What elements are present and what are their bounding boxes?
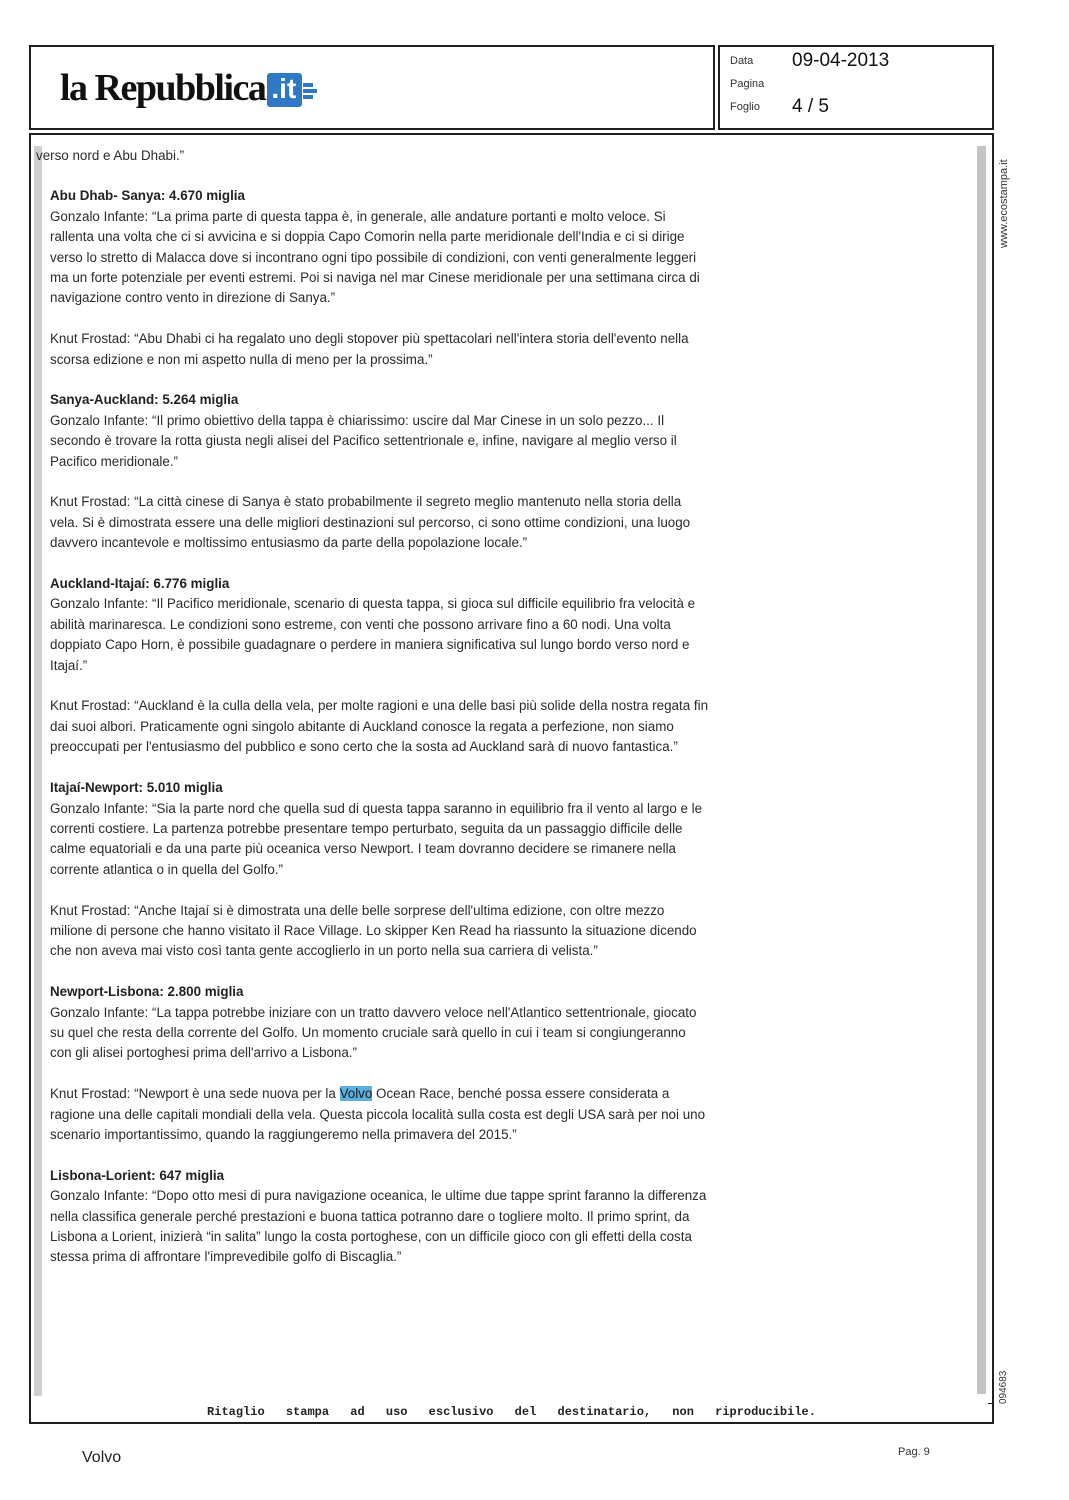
section-heading: Itajaí-Newport: 5.010 miglia [50, 780, 223, 796]
infante-quote: Gonzalo Infante: “Dopo otto mesi di pura navigazione oceanica, le ultime due tappe sprint faranno la differenza nella classifica generale perché prestazioni e buona tattica potranno dare o togliere molto. Il primo sprint, da Lisbona a Lorient, inizierà “in salita” lungo la costa portoghese, con un difficile gioco con gli effetti della costa stessa prima di affrontare l'imprevedibile golfo di Biscaglia.” [50, 1188, 707, 1265]
ecostampa-website: www.ecostampa.it [998, 159, 1010, 248]
section-heading: Abu Dhab- Sanya: 4.670 miglia [50, 188, 245, 204]
page-number: Pag. 9 [898, 1446, 930, 1458]
section-heading: Auckland-Itajaí: 6.776 miglia [50, 576, 230, 592]
section-heading: Lisbona-Lorient: 647 miglia [50, 1167, 225, 1183]
frostad-quote: Knut Frostad: “Anche Itajaí si è dimostrata una delle belle sorprese dell'ultima edizione, con oltre mezzo milione di persone che hanno visitato il Race Village. Lo skipper Ken Read ha riassunto la situazione dicendo che non aveva mai visto così tanta gente accoglierlo in un porto nella sua carriera di velista.” [50, 902, 697, 959]
keyword-label: Volvo [82, 1449, 122, 1466]
foglio-label: Foglio [730, 101, 760, 113]
frostad-quote: Knut Frostad: “Abu Dhabi ci ha regalato uno degli stopover più spettacolari nell'intera storia dell'evento nella scorsa edizione e non mi aspetto nulla di meno per la prossima.” [50, 331, 689, 367]
frostad-quote: Knut Frostad: “Auckland è la culla della vela, per molte ragioni e una delle basi più solide della nostra regata fin dai suoi albori. Praticamente ogni singolo abitante di Auckland conosce la regata a perfezione, non siamo preoccupati per l'entusiasmo del pubblico e sono certo che la sosta ad Auckland sarà di nuovo fantastica.” [50, 698, 709, 755]
infante-quote: Gonzalo Infante: “La prima parte di questa tappa è, in generale, alle andature portanti e molto veloce. Si rallenta una volta che ci si avvicina e si doppia Capo Comorin nella parte meridionale dell'India e ci si dirige verso lo stretto di Malacca dove si incontrano ogni tipo possibile di condizioni, con venti generalmente leggeri ma un forte potenziale per eventi estremi. Poi si naviga nel mar Cinese meridionale per una settimana circa di navigazione contro vento in direzione di Sanya.” [50, 208, 700, 306]
article-lead: verso nord e Abu Dhabi.” [36, 148, 185, 163]
article-body [36, 146, 710, 1268]
clipping-code: 094683 [998, 1370, 1009, 1404]
right-margin-bar [977, 146, 986, 1394]
section-heading: Newport-Lisbona: 2.800 miglia [50, 984, 244, 1000]
frostad-quote-end: Ocean Race, benché possa essere considerata a ragione una delle capitali mondiali della vela. Questa piccola località sulla costa est degli USA sarà per noi uno scenario importantissimo, quando la raggiungeremo nella primavera del 2015.” [50, 1086, 706, 1142]
data-value: 09-04-2013 [792, 50, 890, 71]
data-label: Data [730, 55, 754, 67]
infante-quote: Gonzalo Infante: “Sia la parte nord che quella sud di questa tappa saranno in equilibrio fra il vento al largo e le correnti costiere. La partenza potrebbe presentare tempo perturbato, seguita da un passaggio difficile delle calme equatoriali e da una parte più oceanica verso Newport. I team dovranno decidere se rimanere nella corrente atlantica o in quella del Golfo.” [50, 800, 703, 877]
logo-suffix: .it [267, 73, 302, 107]
disclaimer-text: Ritaglio stampa ad uso esclusivo del destinatario, non riproducibile. [207, 1405, 816, 1419]
section-heading: Sanya-Auckland: 5.264 miglia [50, 392, 239, 408]
infante-quote: Gonzalo Infante: “Il Pacifico meridionale, scenario di questa tappa, si gioca sul difficile equilibrio fra velocità e abilità marinaresca. Le condizioni sono estreme, con venti che possono arrivare fino a 60 nodi. Una volta doppiato Capo Horn, è possibile guadagnare o perdere in maniera significativa sul lungo bordo verso nord e Itajaí.” [50, 596, 696, 673]
frostad-quote-start: Knut Frostad: “Newport è una sede nuova per la [50, 1086, 340, 1102]
foglio-value: 4 / 5 [792, 96, 829, 117]
pagina-label: Pagina [730, 78, 765, 90]
frostad-quote [50, 1084, 710, 1145]
newspaper-logo [60, 66, 317, 110]
divider-tick [988, 1403, 994, 1404]
logo-stripes-icon [303, 81, 317, 101]
left-margin-bar [34, 146, 42, 1396]
infante-quote: Gonzalo Infante: “Il primo obiettivo della tappa è chiarissimo: uscire dal Mar Cinese in un solo pezzo... Il secondo è trovare la rotta giusta negli alisei del Pacifico settentrionale e, infine, navigare al meglio verso il Pacifico meridionale.” [50, 412, 677, 469]
keyword-highlight: Volvo [339, 1086, 373, 1102]
logo-text: la Repubblica [60, 67, 266, 109]
infante-quote: Gonzalo Infante: “La tappa potrebbe iniziare con un tratto davvero veloce nell'Atlantico settentrionale, giocato su quel che resta della corrente del Golfo. Un momento cruciale sarà quello in cui i team si congiungeranno con gli alisei portoghesi prima dell'arrivo a Lisbona.” [50, 1004, 697, 1061]
frostad-quote: Knut Frostad: “La città cinese di Sanya è stato probabilmente il segreto meglio mantenuto nella storia della vela. Si è dimostrata essere una delle migliori destinazioni sul percorso, ci sono ottime condizioni, una luogo davvero incantevole e moltissimo entusiasmo da parte della popolazione locale.” [50, 494, 691, 551]
